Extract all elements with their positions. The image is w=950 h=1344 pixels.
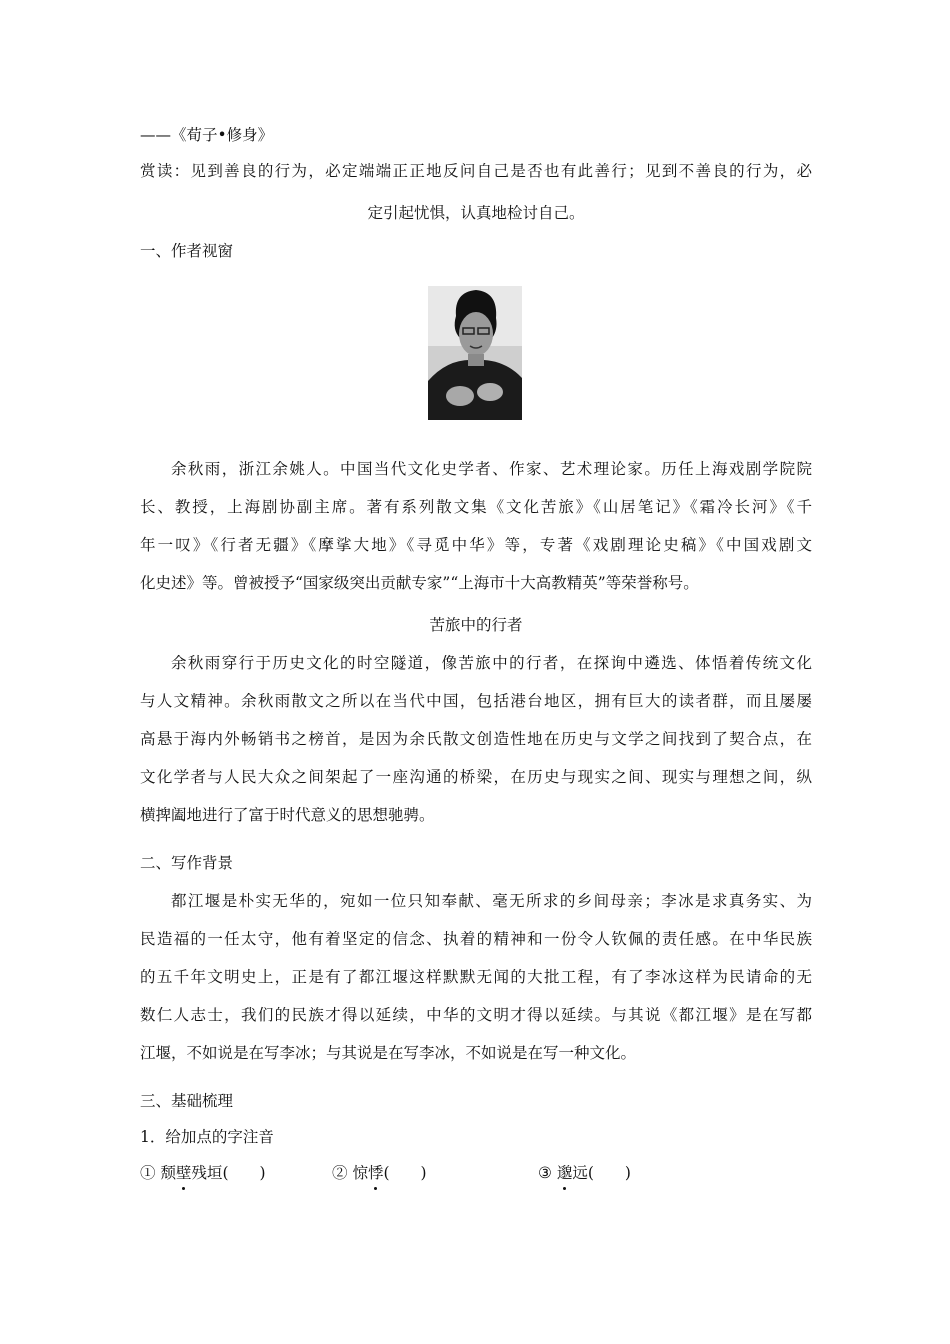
author-portrait [428, 286, 522, 420]
bio-line-3: 年一叹》《行者无疆》《摩挲大地》《寻觅中华》等，专著《戏剧理论史稿》《中国戏剧文 [140, 536, 812, 554]
background-line-5: 江堰，不如说是在写李冰；与其说是在写李冰，不如说是在写一种文化。 [140, 1044, 637, 1062]
answer-blank[interactable]: ( ) [222, 1164, 266, 1182]
essay-line-3: 高悬于海内外畅销书之榜首，是因为余氏散文创造性地在历史与文学之间找到了契合点，在 [140, 730, 812, 748]
essay-line-5: 横捭阖地进行了富于时代意义的思想驰骋。 [140, 806, 435, 824]
exercise-number: ② [332, 1164, 348, 1182]
section-heading-author: 一、作者视窗 [140, 242, 234, 260]
essay-line-2: 与人文精神。余秋雨散文之所以在当代中国，包括港台地区，拥有巨大的读者群，而且屡屡 [140, 692, 812, 710]
dotted-character: 壁 [175, 1164, 192, 1182]
background-line-4: 数仁人志士，我们的民族才得以延续，中华的文明才得以延续。与其说《都江堰》是在写都 [140, 1006, 812, 1024]
bio-line-2: 长、教授，上海剧协副主席。著有系列散文集《文化苦旅》《山居笔记》《霜冷长河》《千 [140, 498, 812, 516]
answer-blank[interactable]: ( ) [587, 1164, 631, 1182]
essay-subtitle: 苦旅中的行者 [429, 616, 523, 634]
section-heading-basics: 三、基础梳理 [140, 1092, 234, 1110]
essay-line-1: 余秋雨穿行于历史文化的时空隧道，像苦旅中的行者，在探询中遴选、体悟着传统文化 [171, 654, 812, 672]
appreciation-line-1: 赏读：见到善良的行为，必定端端正正地反问自己是否也有此善行；见到不善良的行为，必 [140, 162, 812, 180]
background-line-3: 的五千年文明史上，正是有了都江堰这样默默无闻的大批工程，有了李冰这样为民请命的无 [140, 968, 812, 986]
exercise-number: ③ [538, 1164, 552, 1182]
dotted-character: 邈 [556, 1164, 573, 1182]
dotted-character: 悸 [367, 1164, 384, 1182]
question-1: 1．给加点的字注音 [140, 1128, 274, 1146]
answer-blank[interactable]: ( ) [383, 1164, 427, 1182]
exercise-item-1 [140, 1162, 266, 1184]
background-line-1: 都江堰是朴实无华的，宛如一位只知奉献、毫无所求的乡间母亲；李冰是求真务实、为 [171, 892, 812, 910]
exercise-word-pre: 惊 [352, 1164, 368, 1182]
exercise-word-post: 远 [572, 1164, 588, 1182]
bio-line-1: 余秋雨，浙江余姚人。中国当代文化史学者、作家、艺术理论家。历任上海戏剧学院院 [171, 460, 812, 478]
bio-line-4: 化史述》等。曾被授予“国家级突出贡献专家”“上海市十大高教精英”等荣誉称号。 [140, 574, 699, 592]
exercise-word-post: 残垣 [191, 1164, 223, 1182]
essay-line-4: 文化学者与人民大众之间架起了一座沟通的桥梁，在历史与现实之间、现实与理想之间，纵 [140, 768, 812, 786]
appreciation-line-2: 定引起忧惧，认真地检讨自己。 [367, 204, 585, 222]
background-line-2: 民造福的一任太守，他有着坚定的信念、执着的精神和一份令人钦佩的责任感。在中华民族 [140, 930, 812, 948]
exercise-word-pre: 颓 [160, 1164, 176, 1182]
section-heading-background: 二、写作背景 [140, 854, 234, 872]
exercise-number: ① [140, 1164, 156, 1182]
quote-source: ——《荀子•修身》 [140, 126, 274, 144]
exercise-item-3 [538, 1162, 631, 1184]
author-portrait-image [428, 286, 522, 420]
exercise-item-2 [332, 1162, 427, 1184]
